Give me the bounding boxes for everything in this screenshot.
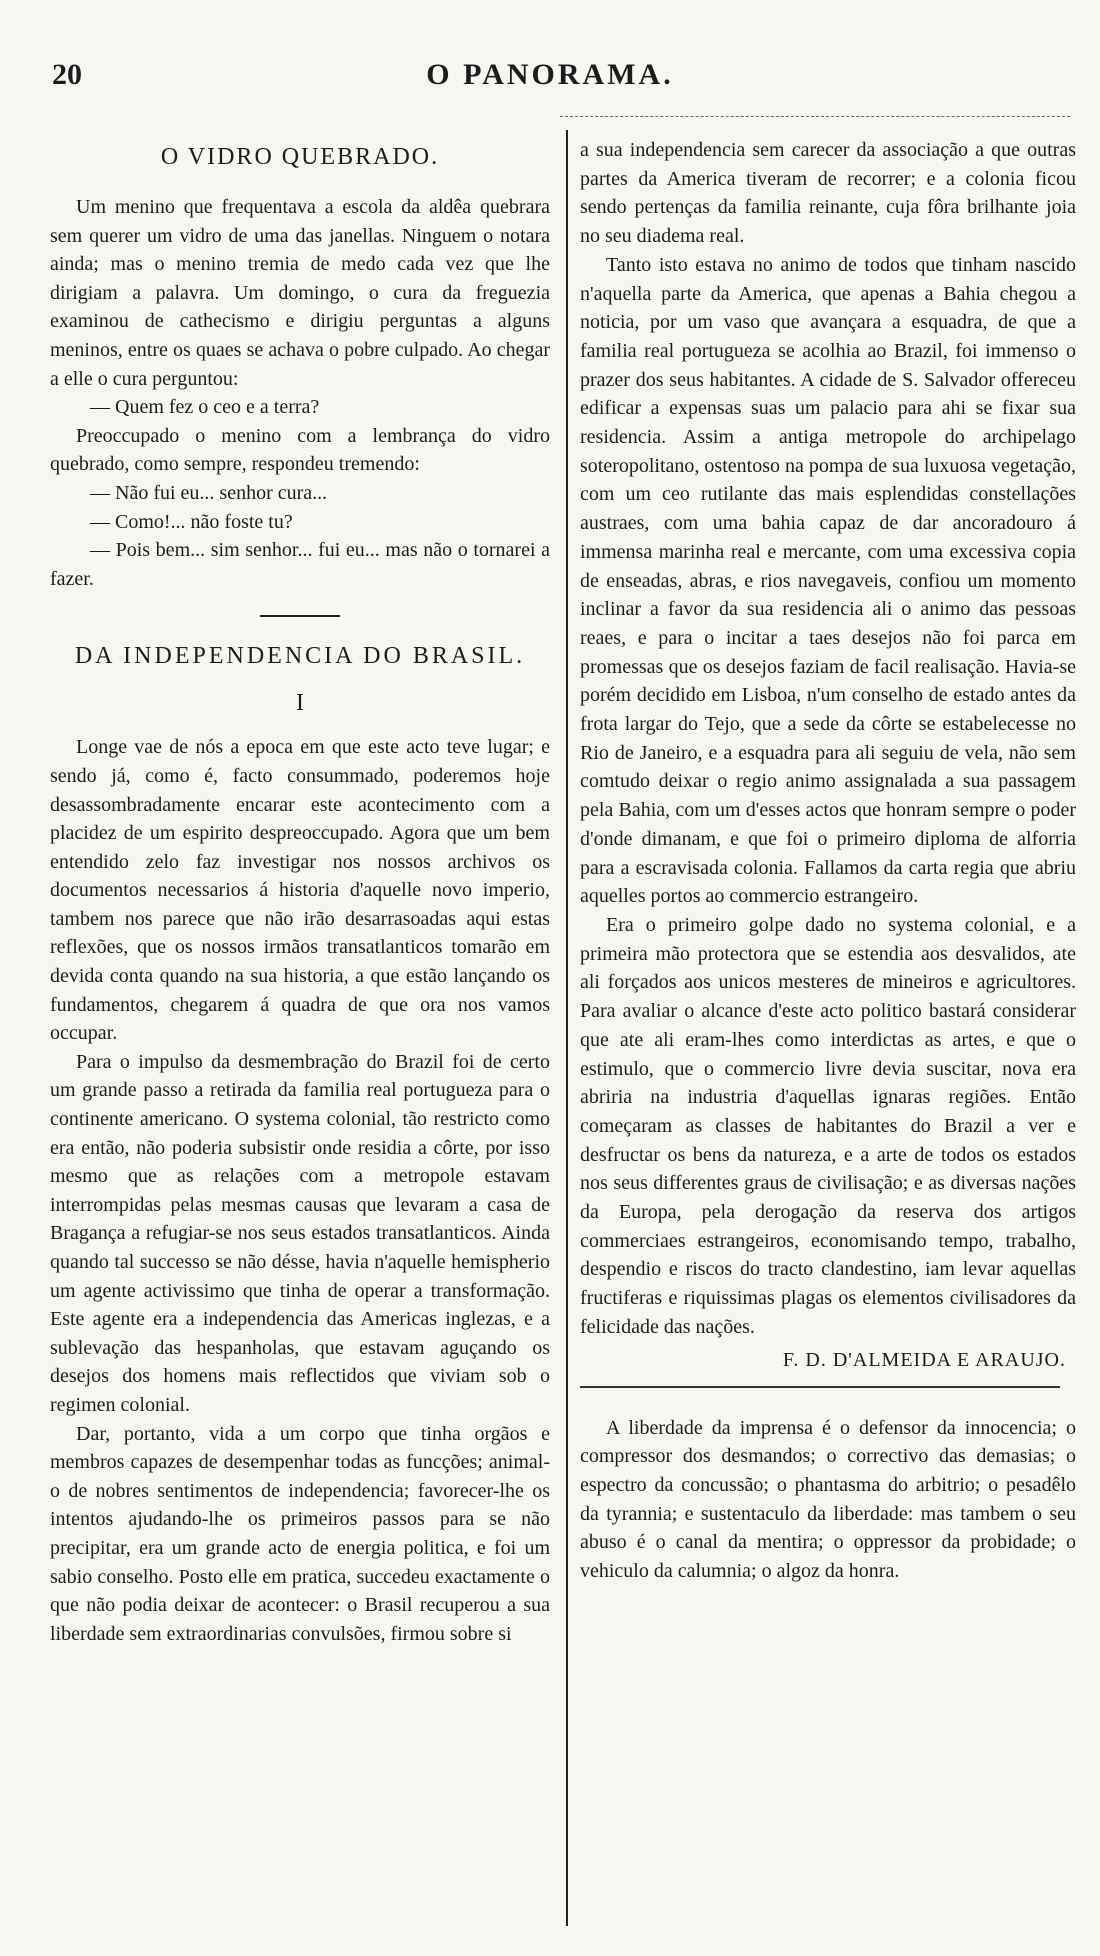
header-rule	[560, 116, 1070, 117]
page-header	[0, 58, 1100, 98]
story-title: O VIDRO QUEBRADO.	[160, 144, 440, 170]
journal-title: O PANORAMA.	[426, 58, 674, 91]
press-freedom-quote: A liberdade da imprensa é o defensor da innocencia; o compressor dos desmandos; o correctivo das demasias; o espectro da concussão; o phantasma do arbitrio; o pesadêlo da tyrannia; e sustentaculo da liberdade: mas tambem o seu abuso é o canal da mentira; o oppressor da probidade; o vehiculo da calumnia; o algoz da honra.	[580, 1416, 1076, 1583]
article-paragraph: Dar, portanto, vida a um corpo que tinha orgãos e membros capazes de desempenhar todas as funcções; animal-o de nobres sentimentos de independencia; favorecer-lhe os intentos ajudando-lhe os primeiros passos para se não precipitar, era um grande acto de energia politica, e foi um sabio conselho. Posto elle em pratica, succedeu exactamente o que não podia deixar de acontecer: o Brasil recuperou a sua liberdade sem extraordinarias convulsões, firmou sobre si	[50, 1422, 550, 1645]
page-number: 20	[52, 58, 82, 91]
article-title: DA INDEPENDENCIA DO BRASIL.	[74, 643, 526, 670]
left-column	[50, 140, 550, 1648]
column-divider	[566, 130, 568, 1926]
story-dialog-line: — Pois bem... sim senhor... fui eu... mas não o tornarei a fazer.	[50, 539, 550, 590]
story-paragraph: Preoccupado o menino com a lembrança do vidro quebrado, como sempre, respondeu tremendo:	[50, 424, 550, 476]
story-dialog-line: — Não fui eu... senhor cura...	[90, 481, 328, 504]
article-paragraph: a sua independencia sem carecer da associação a que outras partes da America tiveram de recorrer; e a colonia ficou sendo pertenças da familia reinante, cuja fôra brilhante joia no seu diadema real.	[580, 139, 1076, 248]
section-number: I	[296, 690, 304, 717]
article-paragraph: Era o primeiro golpe dado no systema colonial, e a primeira mão protectora que se estendia aos desvalidos, ate ali forçados aos unicos mesteres de mineiros e agricultores. Para avaliar o alcance d'este acto politico bastará considerar que ate ali eram-lhes como interdictas as artes, e que o estimulo, que o commercio livre devia suscitar, nova era abriria na industria d'aquellas ignaras regiões. Então começaram as classes de habitantes do Brazil a ver e desfructar os bens da natureza, e a arte de todos os estados nos seus differentes graus de civilisação; e as diversas nações da Europa, pela derogação da reserva dos artigos commerciaes estrangeiros, economisando tempo, trabalho, despendio e riscos do tracto clandestino, iam levar aquellas fructiferas e riquissimas plagas os elementos civilisadores da felicidade das nações.	[580, 913, 1076, 1338]
article-paragraph: Tanto isto estava no animo de todos que tinham nascido n'aquella parte da America, que apenas a Bahia chegou a noticia, por um vaso que avançara a esquadra, de que a familia real portugueza se acolhia ao Brazil, foi immenso o prazer dos seus habitantes. A cidade de S. Salvador offereceu edificar a expensas suas um palacio para ahi se fixar sua residencia. Assim a antiga metropole do archipelago soteropolitano, ostentoso na pompa de sua luxuosa vegetação, com um ceo rutilante das mais esplendidas constellações austraes, com uma bahia capaz de dar ancoradouro á immensa marinha real e mercante, com uma excessiva copia de enseadas, abras, e rios navegaveis, confiou um momento inclinar a favor da sua residencia ali o animo das pessoas reaes, e para o incitar a taes desejos não foi parca em promessas que os desejos faziam de facil realisação. Havia-se porém decidido em Lisboa, n'um conselho de estado antes da frota largar do Tejo, que a sede da côrte se estabelecesse no Rio de Janeiro, e a esquadra para ali seguiu de vela, não sem comtudo deixar o regio animo assignalada a sua passagem pela Bahia, com um d'esses actos que honram sempre o poder d'onde dimanam, e que foi o primeiro diploma de alforria para a escravisada colonia. Fallamos da carta regia que abriu aquelles portos ao commercio estrangeiro.	[580, 253, 1076, 908]
article-paragraph: Para o impulso da desmembração do Brazil foi de certo um grande passo a retirada da familia real portugueza para o continente americano. O systema colonial, tão restricto como era então, não poderia subsistir onde residia a côrte, por isso mesmo que as relações com a metropole estavam interrompidas pelas mesmas causas que levaram a casa de Bragança a refugiar-se nos seus estados transatlanticos. Ainda quando tal successo se não désse, havia n'aquelle hemispherio um agente activissimo que tinha de operar a transformação. Este agente era a independencia das Americas inglezas, e a sublevação das hespanholas, que estavam aguçando os desejos dos homens mais reflectidos que viviam sob o regimen colonial.	[50, 1050, 550, 1416]
section-separator	[260, 615, 340, 617]
story-paragraph: Um menino que frequentava a escola da aldêa quebrara sem querer um vidro de uma das janellas. Ninguem o notara ainda; mas o menino tremia de medo cada vez que lhe dirigiam a palavra. Um domingo, o cura da freguezia examinou de cathecismo e dirigiu perguntas a alguns meninos, entre os quaes se achava o pobre culpado. Ao chegar a elle o cura perguntou:	[50, 196, 550, 390]
section-rule	[580, 1386, 1060, 1388]
right-column	[580, 136, 1076, 1586]
story-dialog-line: — Quem fez o ceo e a terra?	[90, 396, 320, 419]
article-paragraph: Longe vae de nós a epoca em que este acto teve lugar; e sendo já, como é, facto consummado, poderemos hoje desassombradamente encarar este acontecimento com a placidez de um espirito despreoccupado. Agora que um bem entendido zelo faz investigar nos nossos archivos os documentos necessarios á historia d'aquelle novo imperio, tambem nos parece que não irão desarrasoadas aqui estas reflexões, que os nossos irmãos transatlanticos tomarão em devida conta quando na sua historia, a que estão lançando os fundamentos, chegarem á quadra de que ora nos vamos occupar.	[50, 736, 550, 1045]
story-dialog-line: — Como!... não foste tu?	[90, 510, 293, 533]
author-signature: F. D. D'ALMEIDA E ARAUJO.	[782, 1348, 1066, 1371]
